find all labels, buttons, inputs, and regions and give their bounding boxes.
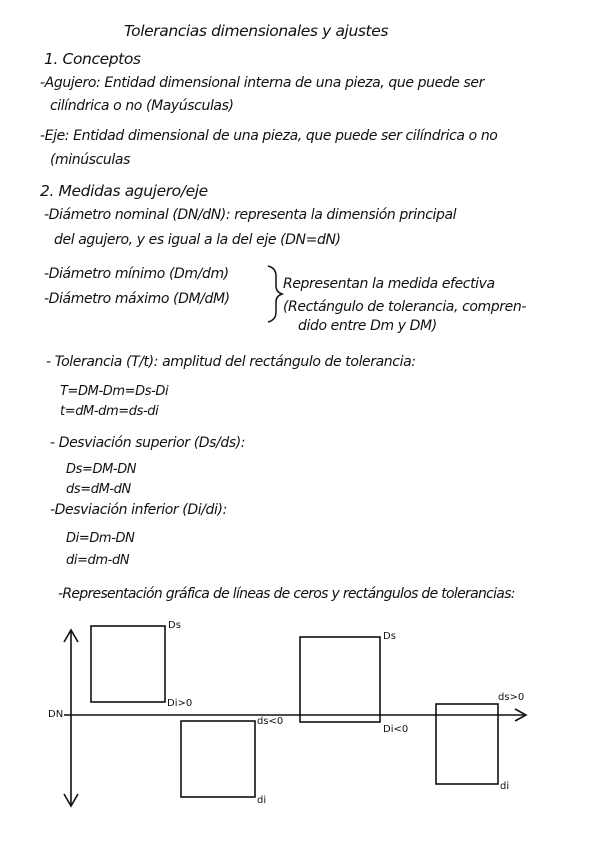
agujero-definition-line-1: -Agujero: Entidad dimensional interna de una pieza, que puede ser [40, 75, 484, 91]
representacion-heading: -Representación gráfica de líneas de ceros y rectángulos de tolerancias: [58, 586, 515, 602]
section-1-heading: 1. Conceptos [44, 50, 141, 68]
r3-upper-deviation-label: Ds [383, 631, 396, 642]
r2-upper-deviation-label: ds<0 [257, 716, 284, 727]
diametro-nominal-line-1: -Diámetro nominal (DN/dN): representa la dimensión principal [44, 207, 457, 223]
desviacion-superior-formula-agujero: Ds=DM-DN [66, 462, 137, 477]
desviacion-inferior-formula-eje: di=dm-dN [66, 553, 130, 568]
desviacion-inferior-formula-agujero: Di=Dm-DN [66, 531, 135, 546]
r1-lower-deviation-label: Di>0 [167, 698, 193, 709]
brace-note-line-3: dido entre Dm y DM) [298, 318, 437, 334]
section-2-heading: 2. Medidas agujero/eje [40, 182, 208, 200]
tolerancia-heading: - Tolerancia (T/t): amplitud del rectángulo de tolerancia: [46, 354, 416, 370]
desviacion-superior-formula-eje: ds=dM-dN [66, 482, 131, 497]
r4-upper-deviation-label: ds>0 [498, 692, 525, 703]
r1-upper-deviation-label: Ds [168, 620, 181, 631]
eje-definition-line-1: -Eje: Entidad dimensional de una pieza, que puede ser cilíndrica o no [40, 128, 498, 144]
agujero-definition-line-2: cilíndrica o no (Mayúsculas) [50, 98, 234, 114]
diametro-nominal-line-2: del agujero, y es igual a la del eje (DN=dN) [54, 232, 341, 248]
tolerance-rectangle-agujero-above [91, 626, 165, 702]
diametro-minimo: -Diámetro mínimo (Dm/dm) [44, 266, 229, 282]
brace-note-line-2: (Rectángulo de tolerancia, compren- [283, 299, 526, 315]
page-title: Tolerancias dimensionales y ajustes [124, 22, 389, 40]
tolerance-rectangle-agujero-crossing [300, 637, 380, 722]
desviacion-inferior-heading: -Desviación inferior (Di/di): [50, 502, 227, 518]
zero-line-label: DN [48, 709, 64, 720]
tolerance-rectangle-eje-below [181, 721, 255, 797]
diametro-maximo: -Diámetro máximo (DM/dM) [44, 291, 230, 307]
curly-brace [268, 266, 282, 322]
eje-definition-line-2: (minúsculas [50, 152, 130, 168]
tolerancia-formula-agujero: T=DM-Dm=Ds-Di [60, 384, 169, 399]
r4-lower-deviation-label: di [500, 781, 510, 792]
brace-note-line-1: Representan la medida efectiva [283, 276, 495, 292]
r3-lower-deviation-label: Di<0 [383, 724, 409, 735]
desviacion-superior-heading: - Desviación superior (Ds/ds): [50, 435, 246, 451]
tolerancia-formula-eje: t=dM-dm=ds-di [60, 404, 159, 419]
r2-lower-deviation-label: di [257, 795, 267, 806]
tolerance-rectangle-eje-crossing [436, 704, 498, 784]
